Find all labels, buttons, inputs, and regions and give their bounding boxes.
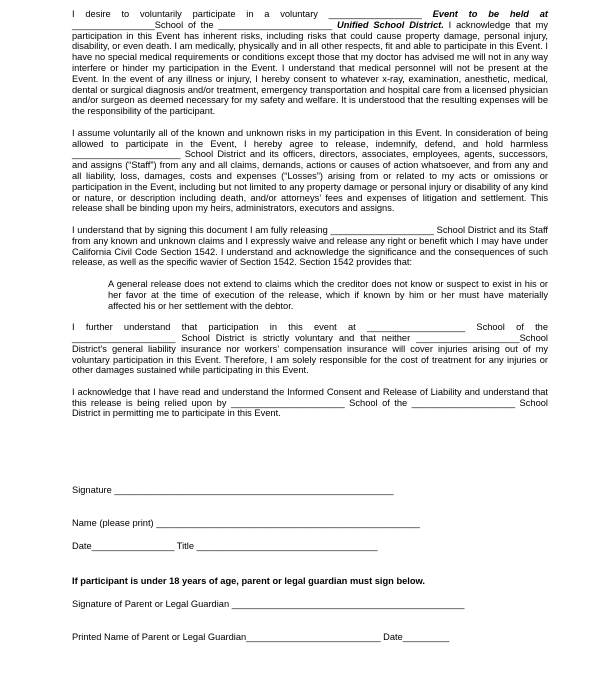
release-form xyxy=(72,9,548,419)
minor-notice: If participant is under 18 years of age, parent or legal guardian must sign below. xyxy=(72,576,426,586)
guardian-printed-name-field[interactable]: Printed Name of Parent or Legal Guardian__________________________ Date_________ xyxy=(72,632,450,642)
school-blank-line: ________________School of the ______________________ xyxy=(72,19,333,30)
voluntary-paragraph: I further understand that participation in this event at ___________________ School of the ____________________ School District is strictly voluntary and that neither ____________________School District’s general liability insurance nor workers’ compensation insurance will cover injuries arising out of my voluntary participation in this Event. Therefore, I am solely responsible for the cost of treatment for any injuries or other damages sustained while participating in this Event. xyxy=(72,322,548,376)
acknowledge-paragraph: I acknowledge that I have read and understand the Informed Consent and Release of Liability and understand that this release is being relied upon by ______________________ School of the ____________________ School District in permitting me to participate in this Event. xyxy=(72,386,548,419)
usd-label: Unified School District. xyxy=(337,19,444,30)
date-title-field[interactable]: Date________________ Title ___________________________________ xyxy=(72,541,378,551)
section-1542-quote: A general release does not extend to claims which the creditor does not know or suspect to exist in his or her favor at the time of execution of the release, which if known by him or her must have materially affected his or her settlement with the debtor. xyxy=(108,278,548,311)
participation-body: I acknowledge that my participation in this Event has inherent risks, including risks that could cause property damage, personal injury, disability, or even death. I am medically, physically and in all other respects, fit and able to participate in this Event. I have no special medical requirements or conditions except those that my doctor has advised me will not in any way interfere or hinder my participation in the Event. I understand that medical personnel will not be present at the Event. In the event of any illness or injury, I hereby consent to whatever x-ray, examination, anesthetic, medical, dental or surgical diagnosis and/or treatment, emergency transportation and hospital care from a licensed physician and/or surgeon as deemed necessary for my safety and welfare. It is understood that the resulting expenses will be the responsibility of the participant. xyxy=(72,19,548,117)
participation-paragraph xyxy=(72,9,548,117)
event-held-at-label: Event to be held at xyxy=(432,9,548,19)
signature-field[interactable]: Signature ______________________________________________________ xyxy=(72,485,394,495)
name-field[interactable]: Name (please print) ___________________________________________________ xyxy=(72,518,420,528)
guardian-signature-field[interactable]: Signature of Parent or Legal Guardian _____________________________________________ xyxy=(72,599,465,609)
release-paragraph: I understand that by signing this document I am fully releasing ____________________ School District and its Staff from any known and unknown claims and I expressly waive and release any right or benefit which I may have under California Civil Code Section 1542. I understand and acknowledge the significance and the consequences of such release, as well as the specific wavier of Section 1542. Section 1542 provides that: xyxy=(72,224,548,268)
participation-lead: I desire to voluntarily participate in a voluntary __________________ xyxy=(72,9,433,19)
assume-risk-paragraph: I assume voluntarily all of the known and unknown risks in my participation in this Event. In consideration of being allowed to participate in the Event, I hereby agree to release, indemnify, defend, and hold harmless _____________________ School District and its officers, directors, associates, employees, agents, successors, and assigns (“Staff”) from any and all claims, demands, actions or causes of action whatsoever, and from any and all liability, loss, damages, costs and expenses (“Losses”) arising from or related to my acts or omissions or participation in the Event, including but not limited to any property damage or personal injury or disability of any kind or nature, or description including death, and/or attorneys’ fees and expenses of litigation and settlement. This release shall be binding upon my heirs, administrators, executors and assigns. xyxy=(72,127,548,214)
